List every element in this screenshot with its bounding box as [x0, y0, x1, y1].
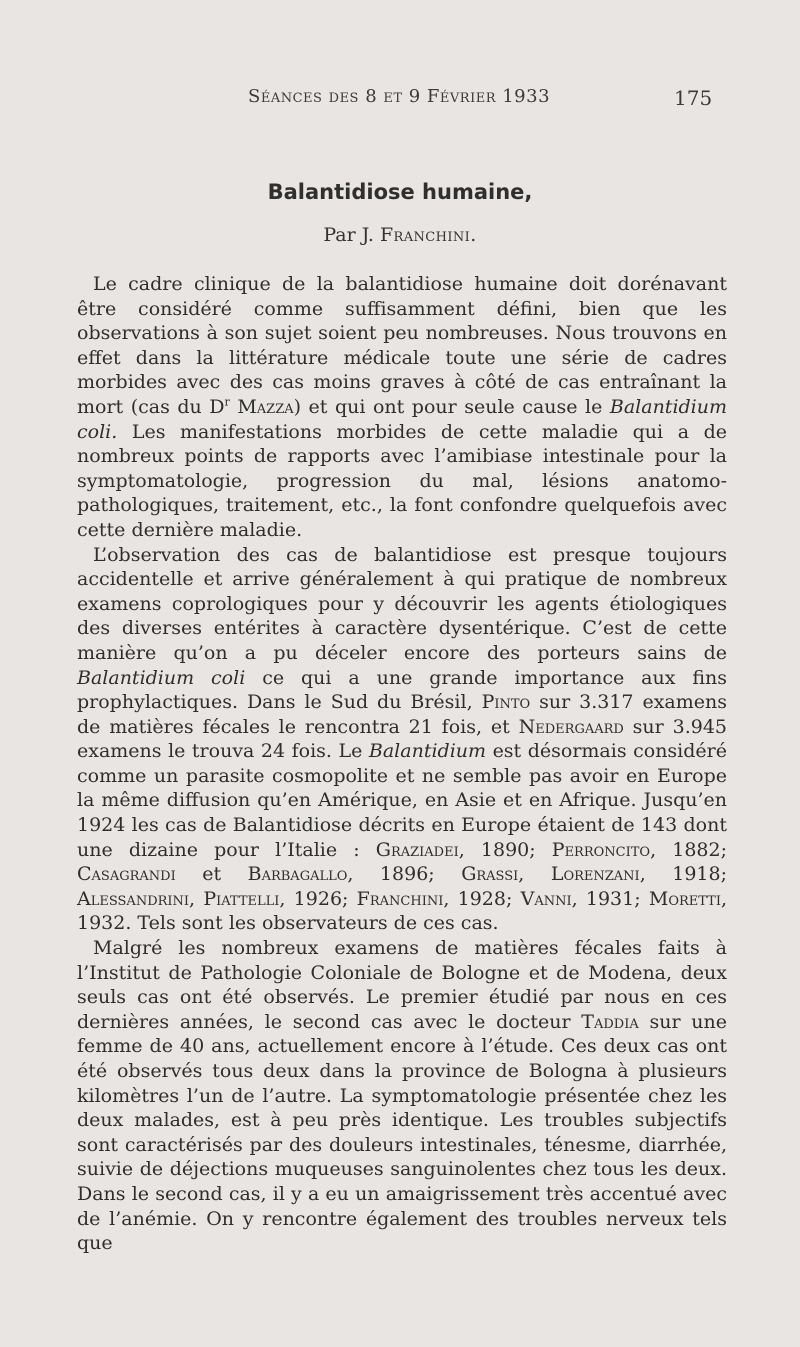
author-citation: Mazza: [237, 395, 294, 418]
author-citation: Piattelli: [203, 887, 280, 910]
article-title: Balantidiose humaine,: [267, 180, 533, 204]
author-citation: Vanni: [520, 887, 572, 910]
text-run: , 1882;: [650, 838, 727, 861]
author-citation: Casagrandi: [77, 863, 176, 886]
article-body: [77, 272, 727, 1256]
author-citation: Moretti: [648, 887, 721, 910]
author-name: Franchini.: [379, 224, 477, 246]
author-citation: Lorenzani: [550, 863, 640, 886]
text-run: sur 3.317 examens de matières fécales le rencontra 21 fois, et: [77, 691, 727, 738]
text-run: , 1896;: [347, 863, 462, 886]
italic-term: Balantidium coli: [77, 666, 246, 689]
text-run: Les manifestations morbides de cette maladie qui a de nombreux points de rapports avec l’amibiase intestinale pour la symptomatologie, progression du mal, lésions anatomo-pathologiques, traitement, etc., la font confondre quelquefois avec cette dernière maladie.: [77, 420, 727, 541]
text-run: sur 3.945 examens le trouva 24 fois. Le: [77, 715, 727, 763]
text-run: Le cadre clinique de la balantidiose humaine doit dorénavant être considéré comme suffisamment défini, bien que les observations à son sujet soient peu nombreuses. Nous trouvons en effet dans la littérature médicale toute une série de cadres morbides avec des cas moins graves à côté de cas entraînant la mort (cas du D: [77, 273, 727, 418]
author-citation: Alessandrini: [77, 887, 190, 910]
author-citation: Franchini: [356, 887, 444, 910]
italic-term: Balantidium coli.: [77, 395, 728, 443]
paragraph: [77, 936, 727, 1256]
text-run: ,: [518, 863, 551, 886]
text-run: , 1890;: [458, 838, 552, 861]
author-citation: Pinto: [481, 691, 531, 714]
author-citation: Barbagallo: [247, 863, 348, 886]
paragraph: [77, 272, 727, 543]
superscript: r: [224, 395, 230, 409]
author-citation: Perroncito: [551, 838, 651, 861]
paragraph: [77, 543, 727, 937]
byline: [0, 224, 800, 246]
running-title: Séances des 8 et 9 Février 1933: [248, 86, 551, 107]
italic-term: Balantidium: [368, 740, 487, 763]
text-run: , 1931;: [571, 887, 649, 910]
byline-prefix: Par J.: [323, 224, 374, 246]
text-run: ) et qui ont pour seule cause le: [293, 395, 610, 418]
text-run: , 1928;: [443, 887, 521, 910]
author-citation: Taddia: [581, 1010, 639, 1033]
text-run: L’observation des cas de balantidiose est presque toujours accidentelle et arrive généralement à qui pratique de nombreux examens coprologiques pour y découvrir les agents étiologiques des diverses entérites à caractère dysentérique. C’est de cette manière qu’on a pu déceler encore des porteurs sains de: [77, 543, 727, 664]
text-run: Malgré les nombreux examens de matières fécales faits à l’Institut de Pathologie Coloniale de Bologne et de Modena, deux seuls cas ont été observés. Le premier étudié par nous en ces dernières années, le second cas avec le docteur: [77, 937, 727, 1033]
text-run: , 1926;: [279, 887, 357, 910]
text-run: sur une femme de 40 ans, actuellement encore à l’étude. Ces deux cas ont été observés tous deux dans la province de Bologna à plusieurs kilomètres l’un de l’autre. La symptomatologie présentée chez les deux malades, est à peu près identique. Les troubles subjectifs sont caractérisés par des douleurs intestinales, ténesme, diarrhée, suivie de déjections muqueuses sanguinolentes chez tous les deux. Dans le second cas, il y a eu un amaigrissement très accentué avec de l’anémie. On y rencontre également des troubles nerveux tels que: [77, 1010, 727, 1255]
author-citation: Grassi: [461, 863, 519, 886]
text-run: ,: [189, 887, 204, 910]
text-run: , 1932. Tels sont les observateurs de ces cas.: [77, 887, 728, 935]
author-citation: Nedergaard: [518, 715, 624, 738]
text-run: ce qui a une grande importance aux fins prophylactiques. Dans le Sud du Brésil,: [77, 666, 727, 714]
running-head: [0, 86, 800, 112]
text-run: est désormais considéré comme un parasite cosmopolite et ne semble pas avoir en Europe la même diffusion qu’en Amérique, en Asie et en Afrique. Jusqu’en 1924 les cas de Balantidiose décrits en Europe étaient de 143 dont une dizaine pour l’Italie :: [77, 740, 727, 861]
text-run: et: [175, 863, 248, 886]
page-number: 175: [674, 86, 713, 110]
author-citation: Graziadei: [375, 838, 459, 861]
text-run: , 1918;: [639, 863, 727, 886]
